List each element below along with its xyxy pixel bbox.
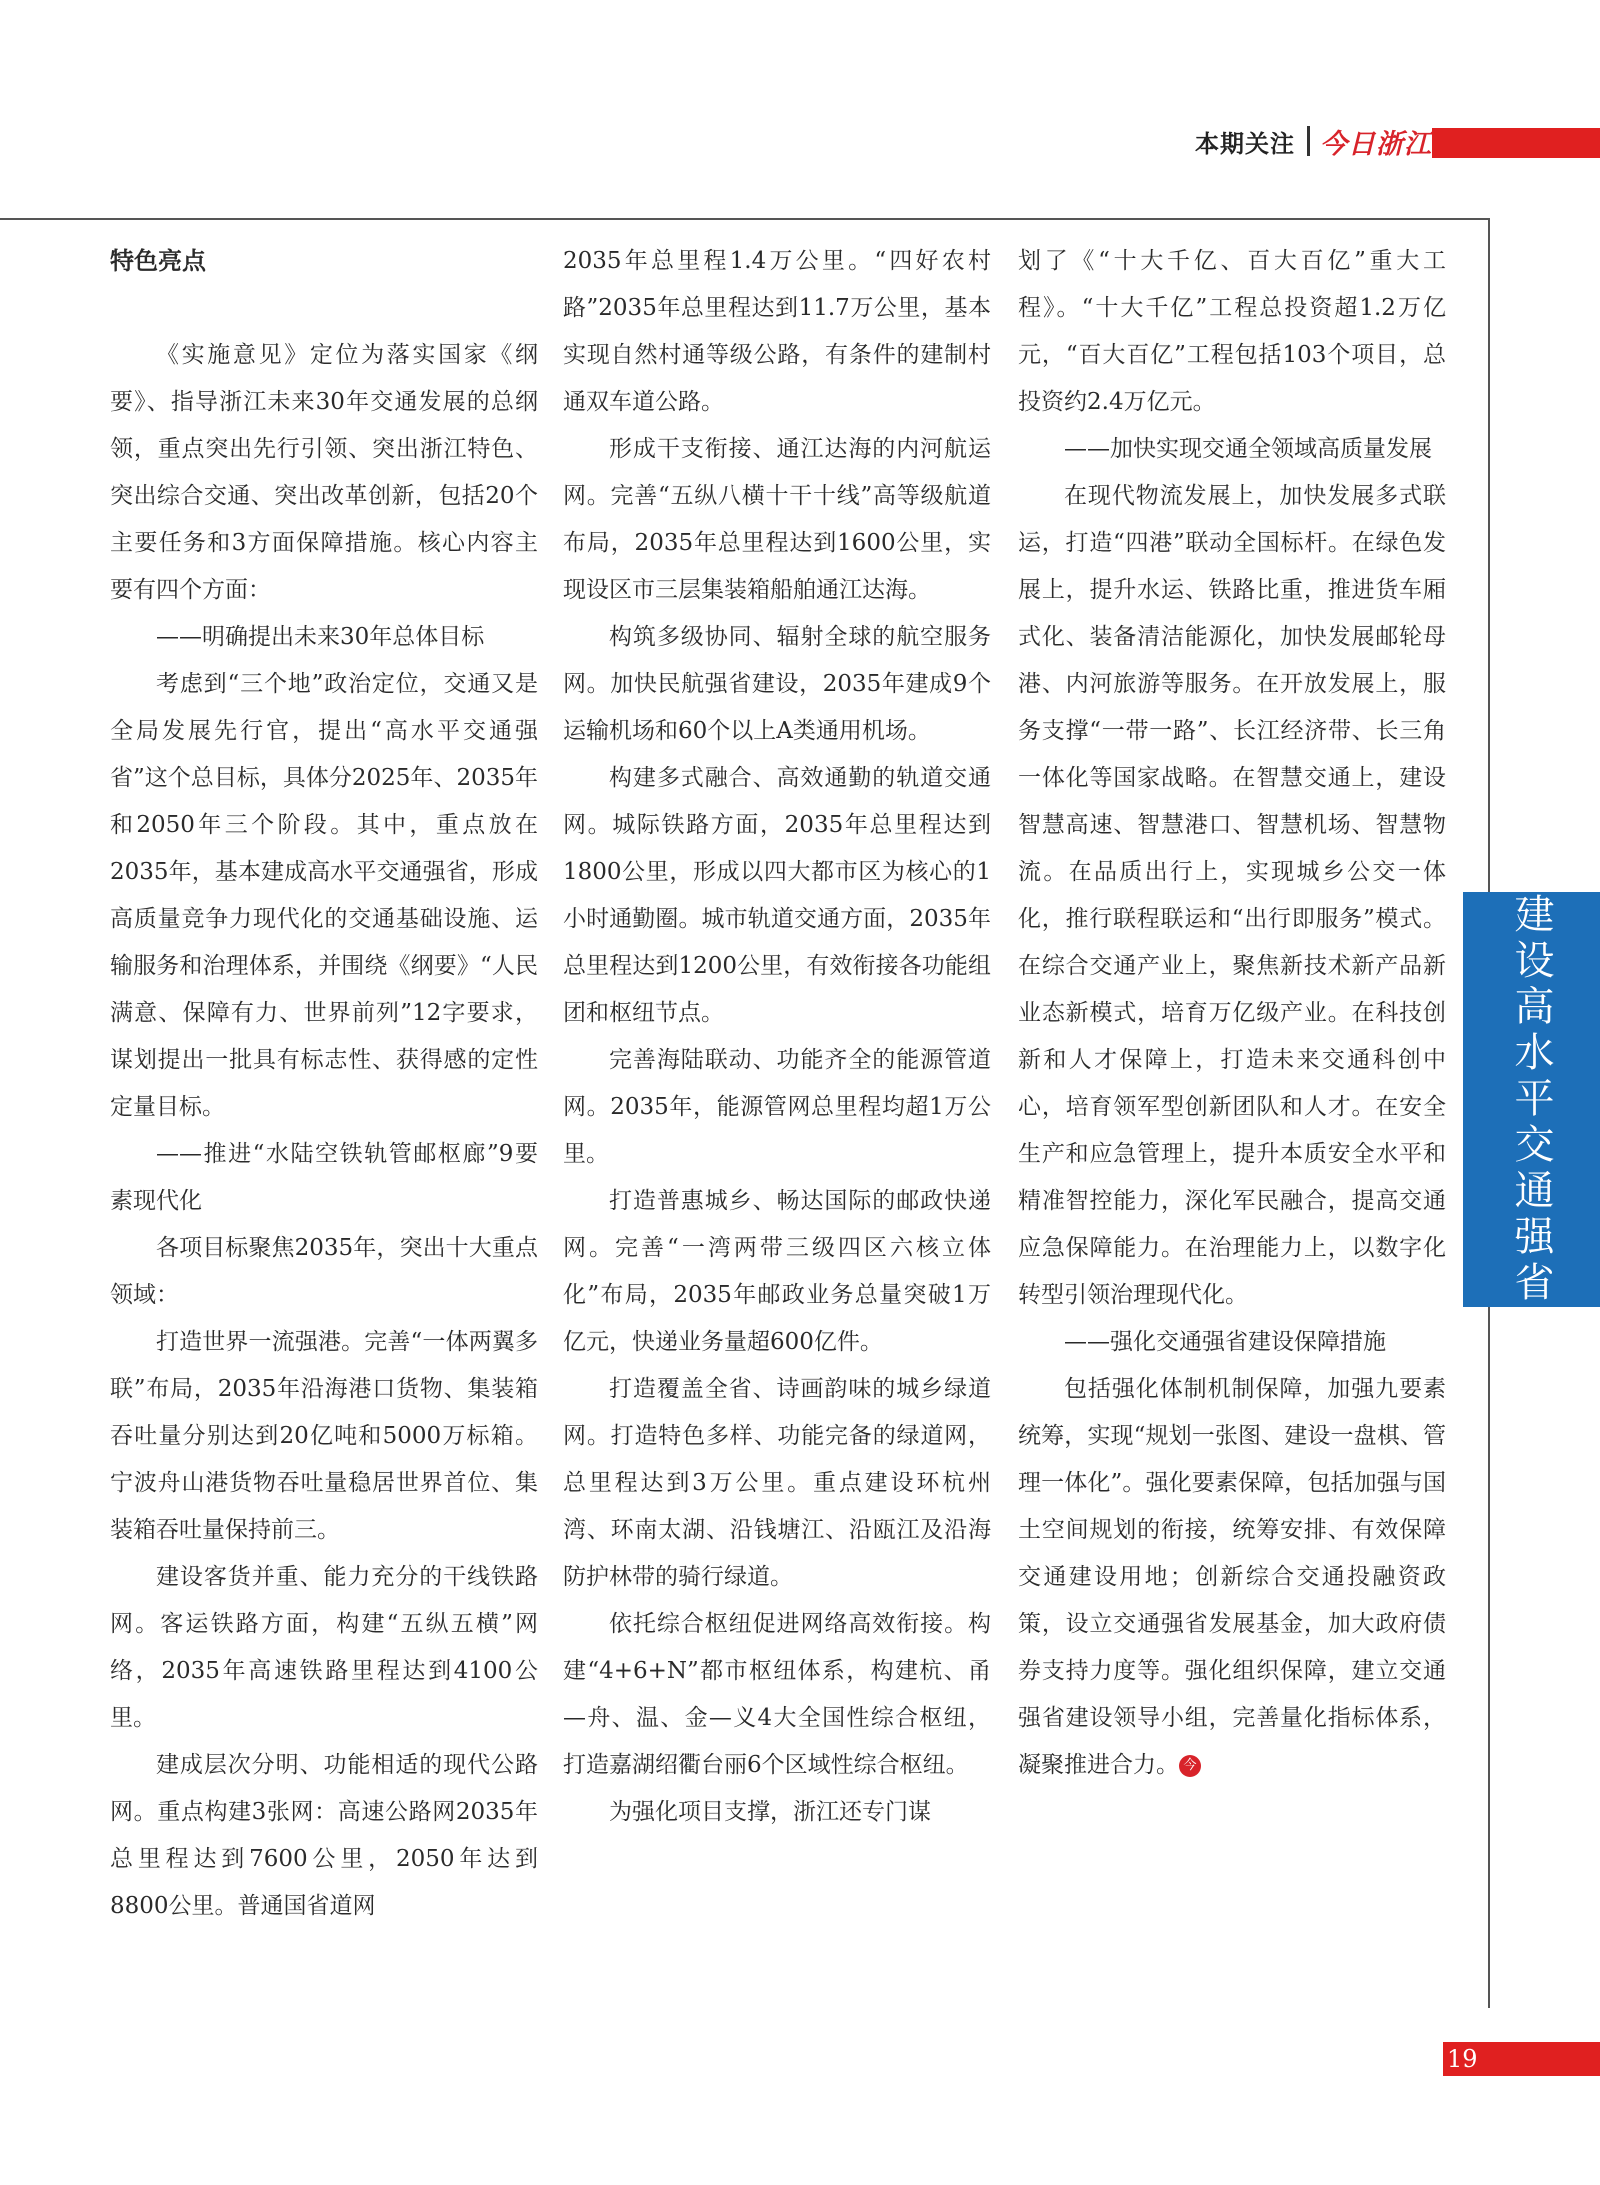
end-mark-icon: 今 — [1179, 1755, 1201, 1777]
magazine-logo: 今日浙江 — [1320, 128, 1432, 160]
paragraph: 构建多式融合、高效通勤的轨道交通网。城际铁路方面，2035年总里程达到1800公里，形成以四大都市区为核心的1小时通勤圈。城市轨道交通方面，2035年总里程达到1200公里，有效衔接各功能组团和枢纽节点。 — [563, 765, 991, 1026]
section-heading: ——明确提出未来30年总体目标 — [156, 624, 485, 650]
paragraph: 打造普惠城乡、畅达国际的邮政快递网。完善“一湾两带三级四区六核立体化”布局，2035年邮政业务总量突破1万亿元，快递业务量超600亿件。 — [563, 1188, 991, 1355]
article-column-2 — [563, 238, 991, 1836]
paragraph-continued: 2035年总里程1.4万公里。“四好农村路”2035年总里程达到11.7万公里，基本实现自然村通等级公路，有条件的建制村通双车道公路。 — [563, 248, 991, 415]
section-heading: ——推进“水陆空铁轨管邮枢廊”9要素现代化 — [110, 1141, 538, 1214]
paragraph: 各项目标聚焦2035年，突出十大重点领域： — [110, 1235, 538, 1308]
side-tab — [1463, 892, 1600, 1307]
frame-top-rule — [0, 218, 1490, 220]
paragraph: 《实施意见》定位为落实国家《纲要》、指导浙江未来30年交通发展的总纲领，重点突出先行引领、突出浙江特色、突出综合交通、突出改革创新，包括20个主要任务和3方面保障措施。核心内容主要有四个方面： — [110, 342, 538, 603]
paragraph: 打造覆盖全省、诗画韵味的城乡绿道网。打造特色多样、功能完备的绿道网，总里程达到3万公里。重点建设环杭州湾、环南太湖、沿钱塘江、沿瓯江及沿海防护林带的骑行绿道。 — [563, 1376, 991, 1590]
header-red-bar — [1432, 128, 1600, 158]
section-title: 本期关注 — [1195, 129, 1295, 158]
paragraph-continued: 划了《“十大千亿、百大百亿”重大工程》。“十大千亿”工程总投资超1.2万亿元，“百大百亿”工程包括103个项目，总投资约2.4万亿元。 — [1018, 248, 1446, 415]
article-column-3 — [1018, 238, 1446, 1789]
paragraph: 为强化项目支撑，浙江还专门谋 — [609, 1799, 931, 1825]
paragraph: 构筑多级协同、辐射全球的航空服务网。加快民航强省建设，2035年建成9个运输机场和60个以上A类通用机场。 — [563, 624, 991, 744]
page-header — [1195, 122, 1432, 160]
paragraph: 建设客货并重、能力充分的干线铁路网。客运铁路方面，构建“五纵五横”网络，2035年高速铁路里程达到4100公里。 — [110, 1564, 538, 1731]
header-divider — [1307, 126, 1310, 156]
paragraph: 在现代物流发展上，加快发展多式联运，打造“四港”联动全国标杆。在绿色发展上，提升水运、铁路比重，推进货车厢式化、装备清洁能源化，加快发展邮轮母港、内河旅游等服务。在开放发展上，服务支撑“一带一路”、长江经济带、长三角一体化等国家战略。在智慧交通上，建设智慧高速、智慧港口、智慧机场、智慧物流。在品质出行上，实现城乡公交一体化，推行联程联运和“出行即服务”模式。在综合交通产业上，聚焦新技术新产品新业态新模式，培育万亿级产业。在科技创新和人才保障上，打造未来交通科创中心，培育领军型创新团队和人才。在安全生产和应急管理上，提升本质安全水平和精准智控能力，深化军民融合，提高交通应急保障能力。在治理能力上，以数字化转型引领治理现代化。 — [1018, 483, 1446, 1308]
paragraph-final-text: 包括强化体制机制保障，加强九要素统筹，实现“规划一张图、建设一盘棋、管理一体化”。强化要素保障，包括加强与国土空间规划的衔接，统筹安排、有效保障交通建设用地；创新综合交通投融资政策，设立交通强省发展基金，加大政府债券支持力度等。强化组织保障，建立交通强省建设领导小组，完善量化指标体系，凝聚推进合力。 — [1018, 1376, 1446, 1778]
paragraph: 考虑到“三个地”政治定位，交通又是全局发展先行官，提出“高水平交通强省”这个总目标，具体分2025年、2035年和2050年三个阶段。其中，重点放在2035年，基本建成高水平交通强省，形成高质量竞争力现代化的交通基础设施、运输服务和治理体系，并围绕《纲要》“人民满意、保障有力、世界前列”12字要求，谋划提出一批具有标志性、获得感的定性定量目标。 — [110, 671, 538, 1120]
paragraph: 依托综合枢纽促进网络高效衔接。构建“4+6+N”都市枢纽体系，构建杭、甬—舟、温、金—义4大全国性综合枢纽，打造嘉湖绍衢台丽6个区域性综合枢纽。 — [563, 1611, 991, 1778]
paragraph: 打造世界一流强港。完善“一体两翼多联”布局，2035年沿海港口货物、集装箱吞吐量分别达到20亿吨和5000万标箱。宁波舟山港货物吞吐量稳居世界首位、集装箱吞吐量保持前三。 — [110, 1329, 538, 1543]
paragraph: 完善海陆联动、功能齐全的能源管道网。2035年，能源管网总里程均超1万公里。 — [563, 1047, 991, 1167]
paragraph: 形成干支衔接、通江达海的内河航运网。完善“五纵八横十干十线”高等级航道布局，2035年总里程达到1600公里，实现设区市三层集装箱船舶通江达海。 — [563, 436, 991, 603]
subhead-highlights: 特色亮点 — [110, 247, 206, 275]
paragraph-final — [1018, 1366, 1446, 1789]
section-heading: ——加快实现交通全领域高质量发展 — [1064, 436, 1432, 462]
section-heading: ——强化交通强省建设保障措施 — [1064, 1329, 1386, 1355]
page-number: 19 — [1443, 2042, 1600, 2076]
paragraph: 建成层次分明、功能相适的现代公路网。重点构建3张网：高速公路网2035年总里程达到7600公里，2050年达到8800公里。普通国省道网 — [110, 1752, 538, 1919]
article-column-1 — [110, 238, 538, 1930]
side-tab-title: 建设高水平交通强省 — [1508, 892, 1554, 1307]
